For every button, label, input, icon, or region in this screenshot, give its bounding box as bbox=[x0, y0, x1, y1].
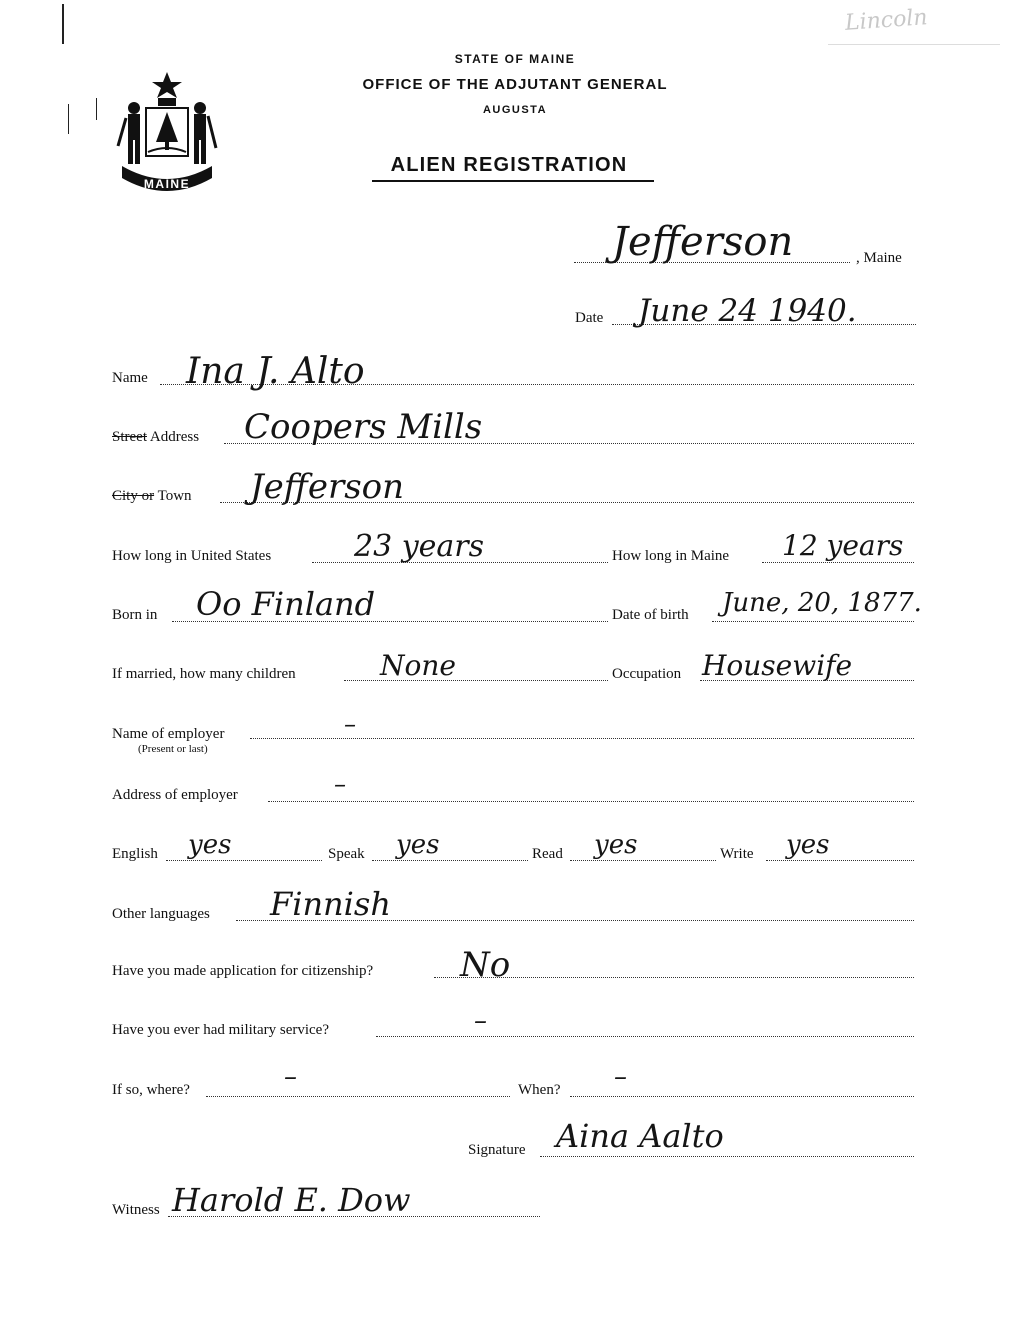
citizenship-label: Have you made application for citizenship? bbox=[112, 963, 374, 979]
write-label: Write bbox=[720, 846, 754, 862]
corner-pencil-note: Lincoln bbox=[844, 5, 929, 36]
english-line bbox=[166, 860, 322, 861]
date-of-birth-entry: June, 20, 1877. bbox=[722, 588, 922, 618]
occupation-entry: Housewife bbox=[702, 649, 853, 682]
military-label: Have you ever had military service? bbox=[112, 1022, 329, 1038]
citizenship-entry: No bbox=[460, 945, 511, 985]
when-label: When? bbox=[518, 1082, 561, 1098]
signature-line bbox=[540, 1156, 914, 1157]
date-of-birth-label: Date of birth bbox=[612, 607, 689, 623]
children-entry: None bbox=[380, 649, 456, 682]
name-label: Name bbox=[112, 370, 148, 386]
signature-label: Signature bbox=[468, 1142, 526, 1158]
where-entry: – bbox=[284, 1062, 297, 1092]
other-languages-entry: Finnish bbox=[270, 885, 391, 923]
signature-entry: Aina Aalto bbox=[556, 1117, 724, 1155]
office-heading: OFFICE OF THE ADJUTANT GENERAL bbox=[362, 76, 668, 93]
street-struck-label: Street bbox=[112, 429, 147, 445]
write-line bbox=[766, 860, 914, 861]
english-entry: yes bbox=[188, 830, 232, 860]
write-entry: yes bbox=[786, 830, 830, 860]
years-maine-line bbox=[762, 562, 914, 563]
town-header-entry: Jefferson bbox=[612, 219, 794, 265]
date-entry: June 24 1940. bbox=[638, 293, 857, 329]
years-us-entry: 23 years bbox=[354, 529, 485, 564]
born-in-label: Born in bbox=[112, 607, 158, 623]
military-entry: – bbox=[474, 1006, 487, 1036]
date-label: Date bbox=[575, 310, 604, 326]
read-entry: yes bbox=[594, 830, 638, 860]
employer-name-line bbox=[250, 738, 914, 739]
name-entry: Ina J. Alto bbox=[186, 351, 365, 392]
employer-address-label: Address of employer bbox=[112, 787, 238, 803]
witness-label: Witness bbox=[112, 1202, 160, 1218]
employer-name-entry: – bbox=[344, 710, 356, 738]
english-label: English bbox=[112, 846, 158, 862]
city-struck-label: City or bbox=[112, 488, 155, 504]
seal-motto-banner bbox=[134, 174, 200, 192]
employer-address-entry: – bbox=[334, 770, 346, 798]
employer-name-label: Name of employer bbox=[112, 726, 225, 742]
town-label bbox=[112, 488, 192, 505]
corner-rule bbox=[828, 44, 1000, 45]
when-entry: – bbox=[614, 1062, 627, 1092]
read-label: Read bbox=[532, 846, 563, 862]
read-line bbox=[570, 860, 716, 861]
maine-label: , Maine bbox=[856, 250, 902, 266]
address-label bbox=[112, 429, 199, 446]
speak-line bbox=[372, 860, 528, 861]
town-entry: Jefferson bbox=[250, 467, 405, 507]
address-entry: Coopers Mills bbox=[244, 407, 483, 447]
seal-banner-text: MAINE bbox=[143, 177, 191, 191]
years-us-label: How long in United States bbox=[112, 548, 272, 564]
children-label: If married, how many children bbox=[112, 666, 296, 682]
when-line bbox=[570, 1096, 914, 1097]
town-label-text: Town bbox=[154, 488, 192, 504]
years-maine-label: How long in Maine bbox=[612, 548, 730, 564]
margin-mark bbox=[62, 4, 64, 44]
occupation-label: Occupation bbox=[612, 666, 682, 682]
employer-address-line bbox=[268, 801, 914, 802]
speak-entry: yes bbox=[396, 830, 440, 860]
margin-mark bbox=[96, 98, 97, 120]
title-underline bbox=[372, 180, 654, 182]
where-line bbox=[206, 1096, 510, 1097]
born-in-entry: Oo Finland bbox=[196, 585, 376, 623]
margin-mark bbox=[68, 104, 69, 134]
form-title: ALIEN REGISTRATION bbox=[390, 154, 628, 176]
other-languages-label: Other languages bbox=[112, 906, 210, 922]
date-of-birth-line bbox=[712, 621, 914, 622]
address-label-text: Address bbox=[147, 429, 200, 445]
years-maine-entry: 12 years bbox=[782, 529, 904, 562]
employer-note: (Present or last) bbox=[138, 743, 208, 755]
state-heading: STATE OF MAINE bbox=[454, 52, 576, 66]
witness-entry: Harold E. Dow bbox=[172, 1181, 411, 1219]
if-so-where-label: If so, where? bbox=[112, 1082, 190, 1098]
speak-label: Speak bbox=[328, 846, 365, 862]
military-line bbox=[376, 1036, 914, 1037]
city-heading: AUGUSTA bbox=[482, 104, 548, 116]
